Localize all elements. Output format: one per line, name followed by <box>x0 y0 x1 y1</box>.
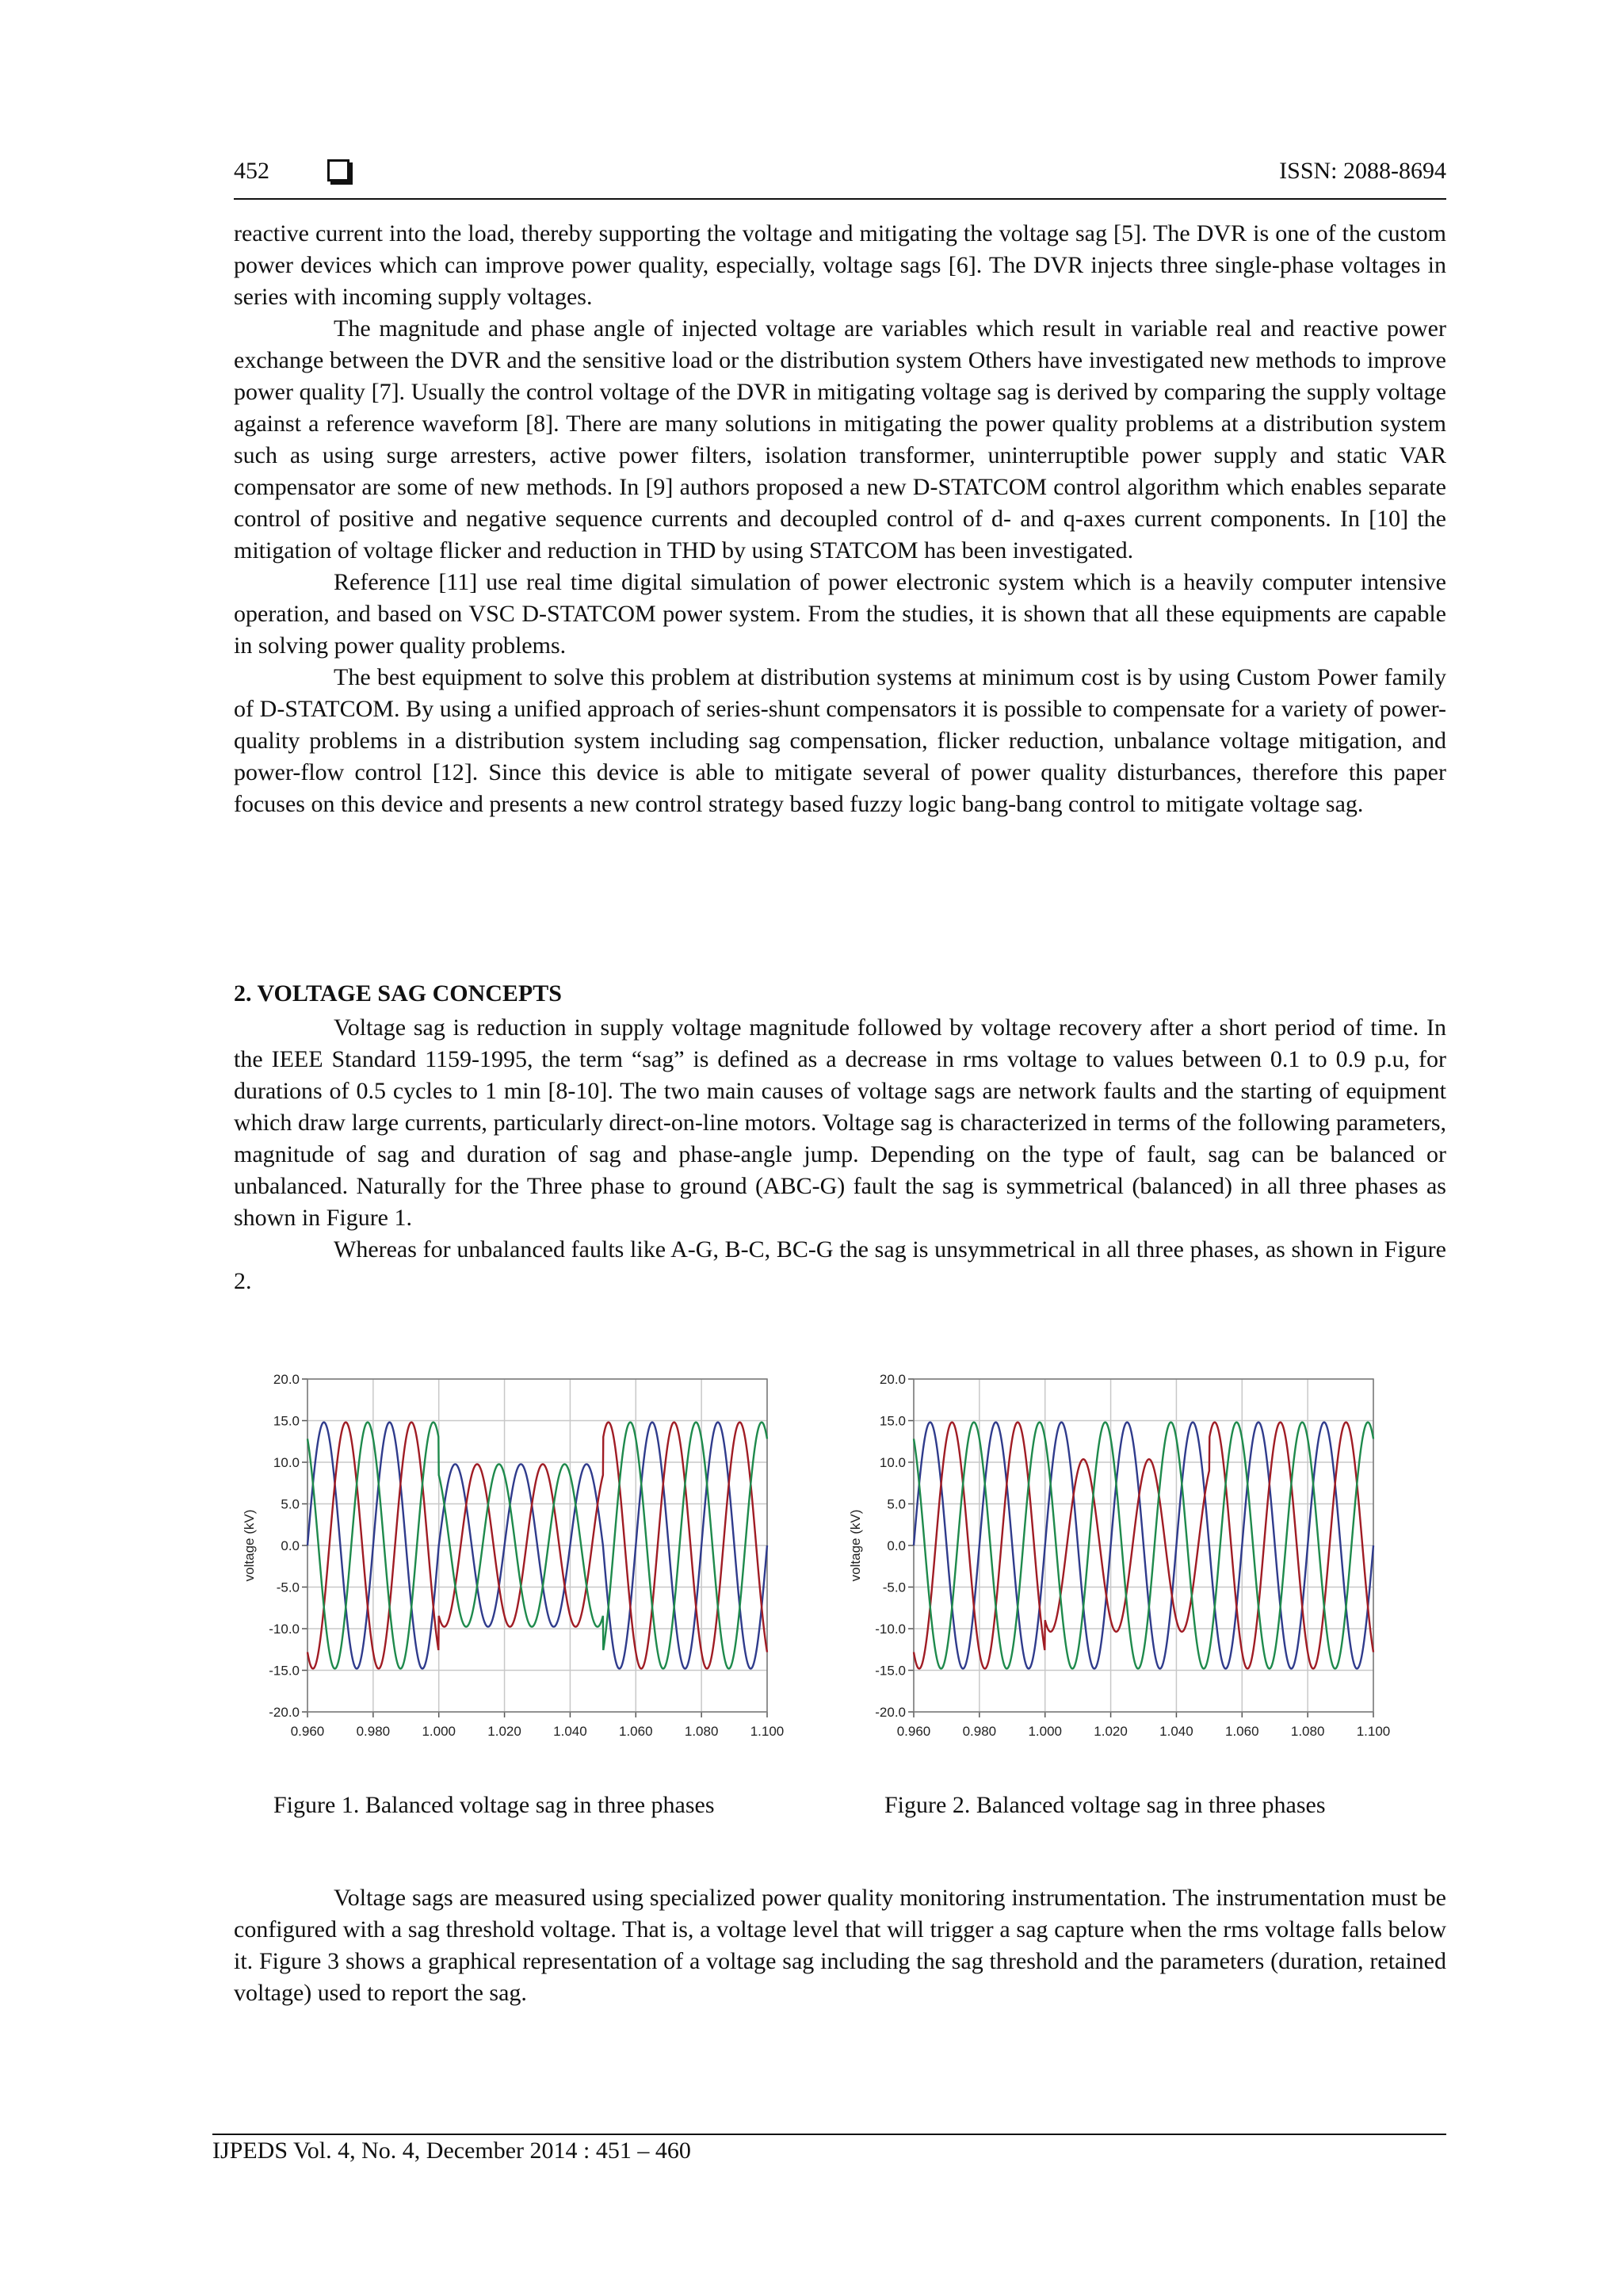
y-tick-label: -5.0 <box>276 1580 300 1595</box>
y-axis-label: voltage (kV) <box>848 1509 863 1582</box>
y-tick-label: -20.0 <box>875 1705 906 1720</box>
x-tick-label: 0.960 <box>290 1724 325 1739</box>
y-tick-label: 15.0 <box>879 1413 906 1429</box>
footer-rule <box>212 2134 1446 2135</box>
x-tick-label: 1.000 <box>422 1724 456 1739</box>
x-tick-label: 0.980 <box>356 1724 391 1739</box>
paragraph: Voltage sags are measured using specialized power quality monitoring instrumentation. The instrumentation must be configured with a sag threshold voltage. That is, a voltage level that will trigger a sag capture when the rms voltage falls below it. Figure 3 shows a graphical representation of a voltage sag including the sag threshold and the parameters (duration, retained voltage) used to report the sag. <box>234 1885 1446 2006</box>
square-bullet-icon <box>327 159 349 181</box>
y-tick-label: 10.0 <box>879 1455 906 1470</box>
y-tick-label: -20.0 <box>269 1705 300 1720</box>
x-tick-label: 1.040 <box>553 1724 587 1739</box>
section-heading: 2. VOLTAGE SAG CONCEPTS <box>234 980 562 1007</box>
paragraph: The best equipment to solve this problem at distribution systems at minimum cost is by using Custom Power family of D-STATCOM. By using a unified approach of series-shunt compensators it is possible to compensate for a variety of power-quality problems in a distribution system including sag compensation, flicker reduction, unbalance voltage mitigation, and power-flow control [12]. Since this device is able to mitigate several of power quality disturbances, therefore this paper focuses on this device and presents a new control strategy based fuzzy logic bang-bang control to mitigate voltage sag. <box>234 664 1446 817</box>
page-number: 452 <box>234 158 269 184</box>
x-tick-label: 1.000 <box>1028 1724 1062 1739</box>
paragraph: The magnitude and phase angle of injected voltage are variables which result in variable real and reactive power exchange between the DVR and the sensitive load or the distribution system Others have investigated new methods to improve power quality [7]. Usually the control voltage of the DVR in mitigating voltage sag is derived by comparing the supply voltage against a reference waveform [8]. There are many solutions in mitigating the power quality problems at a distribution system such as using surge arresters, active power filters, isolation transformer, uninterruptible power supply and static VAR compensator are some of new methods. In [9] authors proposed a new D-STATCOM control algorithm which enables separate control of positive and negative sequence currents and decoupled control of d- and q-axes current components. In [10] the mitigation of voltage flicker and reduction in THD by using STATCOM has been investigated. <box>234 315 1446 563</box>
y-tick-label: -15.0 <box>269 1663 300 1679</box>
figure-2-caption: Figure 2. Balanced voltage sag in three phases <box>884 1792 1326 1818</box>
x-tick-label: 1.060 <box>1225 1724 1259 1739</box>
header-rule <box>234 198 1446 200</box>
x-tick-label: 1.100 <box>1356 1724 1391 1739</box>
x-tick-label: 1.080 <box>1290 1724 1325 1739</box>
y-tick-label: 0.0 <box>887 1538 906 1553</box>
y-tick-label: 20.0 <box>273 1372 300 1387</box>
y-tick-label: 20.0 <box>879 1372 906 1387</box>
y-tick-label: 5.0 <box>281 1496 300 1512</box>
body-text-bottom <box>234 1882 1446 2009</box>
figure-1-caption: Figure 1. Balanced voltage sag in three phases <box>273 1792 715 1818</box>
y-tick-label: 5.0 <box>887 1496 906 1512</box>
issn: ISSN: 2088-8694 <box>1279 158 1446 184</box>
page-header <box>234 153 1446 191</box>
y-tick-label: -15.0 <box>875 1663 906 1679</box>
y-tick-label: -10.0 <box>875 1622 906 1637</box>
body-text-section <box>234 1012 1446 1297</box>
paragraph: reactive current into the load, thereby supporting the voltage and mitigating the voltage sag [5]. The DVR is one of the custom power devices which can improve power quality, especially, voltage sags [6]. The DVR injects three single-phase voltages in series with incoming supply voltages. <box>234 220 1446 310</box>
y-tick-label: 10.0 <box>273 1455 300 1470</box>
x-tick-label: 1.020 <box>487 1724 521 1739</box>
y-axis-label: voltage (kV) <box>242 1509 257 1582</box>
x-tick-label: 1.100 <box>750 1724 785 1739</box>
figure-1-chart <box>238 1363 808 1759</box>
y-tick-label: -5.0 <box>882 1580 906 1595</box>
x-tick-label: 1.040 <box>1159 1724 1193 1739</box>
paragraph: Voltage sag is reduction in supply voltage magnitude followed by voltage recovery after a short period of time. In the IEEE Standard 1159-1995, the term “sag” is defined as a decrease in rms voltage to values between 0.1 to 0.9 p.u, for durations of 0.5 cycles to 1 min [8-10]. The two main causes of voltage sags are network faults and the starting of equipment which draw large currents, particularly direct-on-line motors. Voltage sag is characterized in terms of the following parameters, magnitude of sag and duration of sag and phase-angle jump. Depending on the type of fault, sag can be balanced or unbalanced. Naturally for the Three phase to ground (ABC-G) fault the sag is symmetrical (balanced) in all three phases as shown in Figure 1. <box>234 1014 1446 1231</box>
x-tick-label: 0.960 <box>896 1724 931 1739</box>
y-tick-label: -10.0 <box>269 1622 300 1637</box>
y-tick-label: 15.0 <box>273 1413 300 1429</box>
page-footer: IJPEDS Vol. 4, No. 4, December 2014 : 451 – 460 <box>212 2137 691 2164</box>
x-tick-label: 1.020 <box>1094 1724 1128 1739</box>
paragraph: Reference [11] use real time digital simulation of power electronic system which is a heavily computer intensive operation, and based on VSC D-STATCOM power system. From the studies, it is shown that all these equipments are capable in solving power quality problems. <box>234 569 1446 659</box>
x-tick-label: 0.980 <box>962 1724 997 1739</box>
y-tick-label: 0.0 <box>281 1538 300 1553</box>
figure-2-chart <box>844 1363 1415 1759</box>
x-tick-label: 1.080 <box>684 1724 719 1739</box>
paragraph: Whereas for unbalanced faults like A-G, B-C, BC-G the sag is unsymmetrical in all three phases, as shown in Figure 2. <box>234 1236 1446 1294</box>
x-tick-label: 1.060 <box>619 1724 653 1739</box>
body-text-top <box>234 218 1446 820</box>
